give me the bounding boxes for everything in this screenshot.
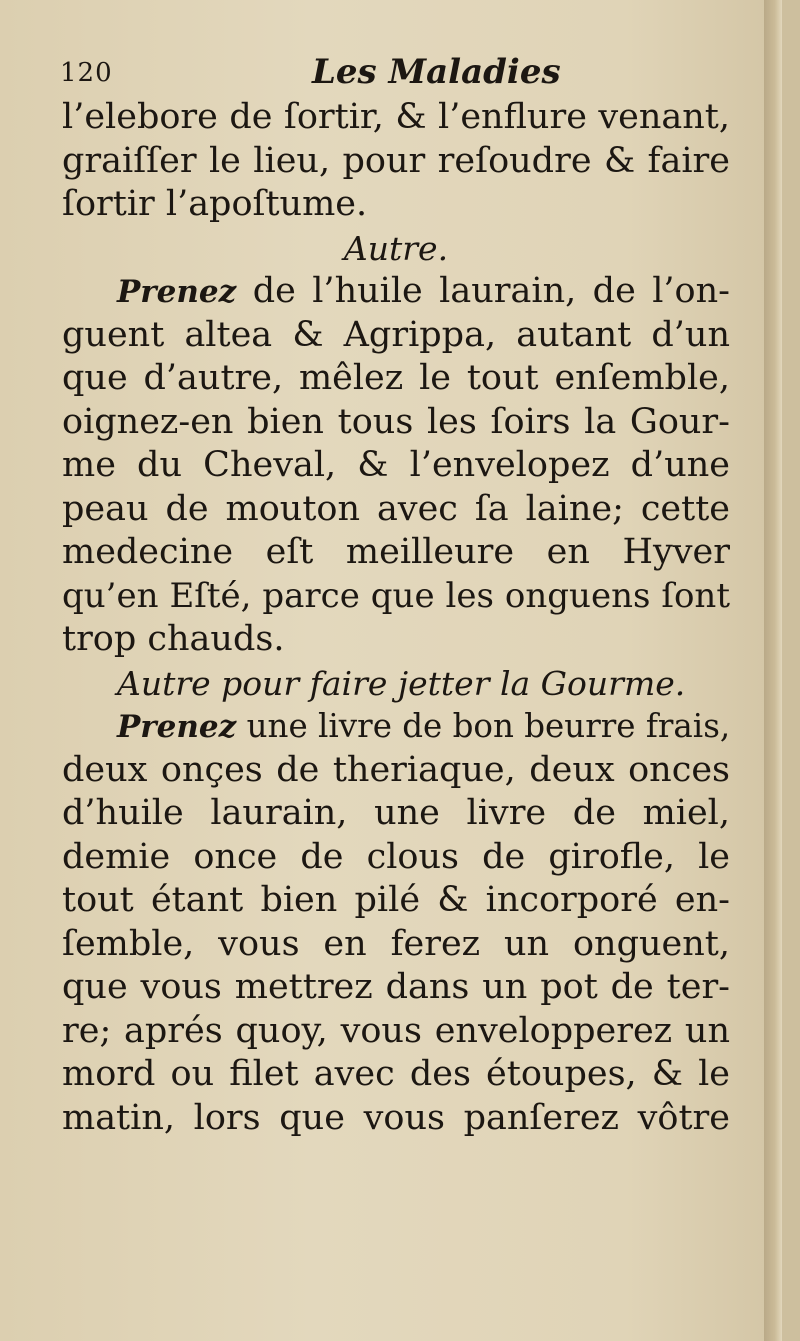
section-heading: Autre pour faire jetter la Gourme. [117, 663, 686, 703]
text-line: trop chauds. [62, 619, 285, 659]
lead-word: Prenez [117, 274, 237, 310]
text-line: tout étant bien pilé & incorporé en- [62, 880, 730, 920]
text-line [62, 270, 730, 314]
page-text [62, 96, 730, 1140]
page-header [60, 52, 720, 92]
text-line: demie once de clous de girofle, le [62, 836, 730, 877]
text-line: qu’en Eſté, parce que les onguens ſont [62, 575, 730, 616]
text-line: d’huile laurain, une livre de miel, [62, 793, 730, 833]
page-number: 120 [60, 58, 113, 88]
lead-word: Prenez [117, 709, 237, 745]
section-heading: Autre. [343, 228, 449, 268]
text-line: graiſſer le lieu, pour reſoudre & faire [62, 140, 730, 181]
text-line: oignez-en bien tous les ſoirs la Gour- [62, 401, 730, 442]
text-line: medecine eſt meilleure en Hyver [62, 532, 730, 572]
text-line: que vous mettrez dans un pot de ter- [62, 967, 730, 1007]
line-text: une livre de bon beurre frais, [246, 707, 731, 745]
text-line: ſortir l’apoſtume. [62, 184, 368, 224]
text-line: peau de mouton avec ſa laine; cette [62, 488, 730, 529]
text-line: re; aprés quoy, vous envelopperez un [62, 1010, 730, 1051]
text-line: l’elebore de ſortir, & l’enflure venant, [62, 97, 730, 137]
text-line: guent altea & Agrippa, autant d’un [62, 314, 730, 355]
page-edge [764, 0, 782, 1341]
text-line: me du Cheval, & l’envelopez d’une [62, 445, 730, 485]
text-line [62, 705, 730, 749]
text-line: ſemble, vous en ferez un onguent, [62, 923, 730, 964]
text-line: que d’autre, mêlez le tout enſemble, [62, 358, 730, 398]
text-line: matin, lors que vous panſerez vôtre [62, 1097, 730, 1138]
line-text: de l’huile laurain, de l’on- [252, 271, 730, 311]
running-head: Les Maladies [312, 52, 561, 92]
text-line: mord ou filet avec des étoupes, & le [62, 1054, 730, 1094]
text-line: deux onçes de theriaque, deux onces [62, 749, 730, 790]
